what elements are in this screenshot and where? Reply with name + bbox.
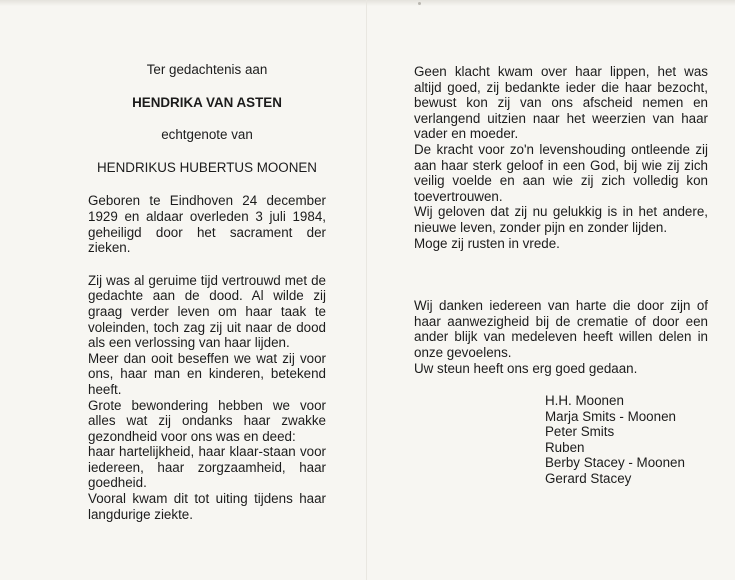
memorial-heading: Ter gedachtenis aan — [146, 62, 268, 77]
meaning-paragraph: Meer dan ooit beseffen we wat zij voor ons, haar man en kinderen, betekend heeft. — [88, 350, 326, 397]
paper-speck — [418, 2, 421, 5]
thanks-paragraph: Wij danken iedereen van harte die door zijn of haar aanwezigheid bij de crematie of door een ander blijk van medeleven heeft willen delen in onze gevoelens. — [414, 298, 708, 360]
signature-list — [545, 393, 708, 487]
rest-in-peace-line: Moge zij rusten in vrede. — [414, 235, 560, 251]
card-fold-line — [366, 0, 367, 580]
right-panel — [414, 64, 708, 487]
qualities-paragraph: haar hartelijkheid, haar klaar-staan voor iedereen, haar zorgzaamheid, haar goedheid. — [88, 444, 326, 491]
admiration-paragraph: Grote bewondering hebben we voor alles wat zij ondanks haar zwakke gezondheid voor ons was en deed: — [88, 397, 326, 444]
deceased-name: HENDRIKA VAN ASTEN — [132, 94, 282, 110]
signature-name: Peter Smits — [545, 424, 615, 440]
signature-name: Marja Smits - Moonen — [545, 408, 676, 424]
card-top-edge — [0, 0, 735, 6]
signature-name: Ruben — [545, 439, 585, 455]
signature-name: H.H. Moonen — [545, 393, 624, 409]
birth-death-paragraph: Geboren te Eindhoven 24 december 1929 en aldaar overleden 3 juli 1984, geheiligd door het sacrament der zieken. — [88, 193, 326, 256]
no-complaint-paragraph: Geen klacht kwam over haar lippen, het was altijd goed, zij bedankte ieder die haar bezocht, bewust kon zij van ons afscheid nemen en verlangend uitzien naar het weerzien van haar vader en moeder. — [414, 64, 708, 142]
support-line: Uw steun heeft ons erg goed gedaan. — [414, 360, 638, 376]
left-panel — [88, 62, 326, 522]
signature-name: Gerard Stacey — [545, 471, 632, 487]
faith-paragraph: De kracht voor zo'n levenshouding ontleende zij aan haar sterk geloof in een God, bij wie zij zich veilig voelde en aan wie zij zich volledig kon toevertrouwen. — [414, 141, 708, 204]
reflection-paragraph: Zij was al geruime tijd vertrouwd met de gedachte aan de dood. Al wilde zij graag verder leven om haar taak te voleinden, toch zag zij uit naar de dood als een verlossing van haar lijden. — [88, 272, 326, 351]
signature-name: Berby Stacey - Moonen — [545, 455, 685, 471]
illness-paragraph: Vooral kwam dit tot uiting tijdens haar langdurige ziekte. — [88, 491, 326, 522]
new-life-paragraph: Wij geloven dat zij nu gelukkig is in het andere, nieuwe leven, zonder pijn en zonder lijden. — [414, 204, 708, 235]
relation-text: echtgenote van — [161, 127, 253, 143]
spouse-name: HENDRIKUS HUBERTUS MOONEN — [97, 159, 317, 175]
